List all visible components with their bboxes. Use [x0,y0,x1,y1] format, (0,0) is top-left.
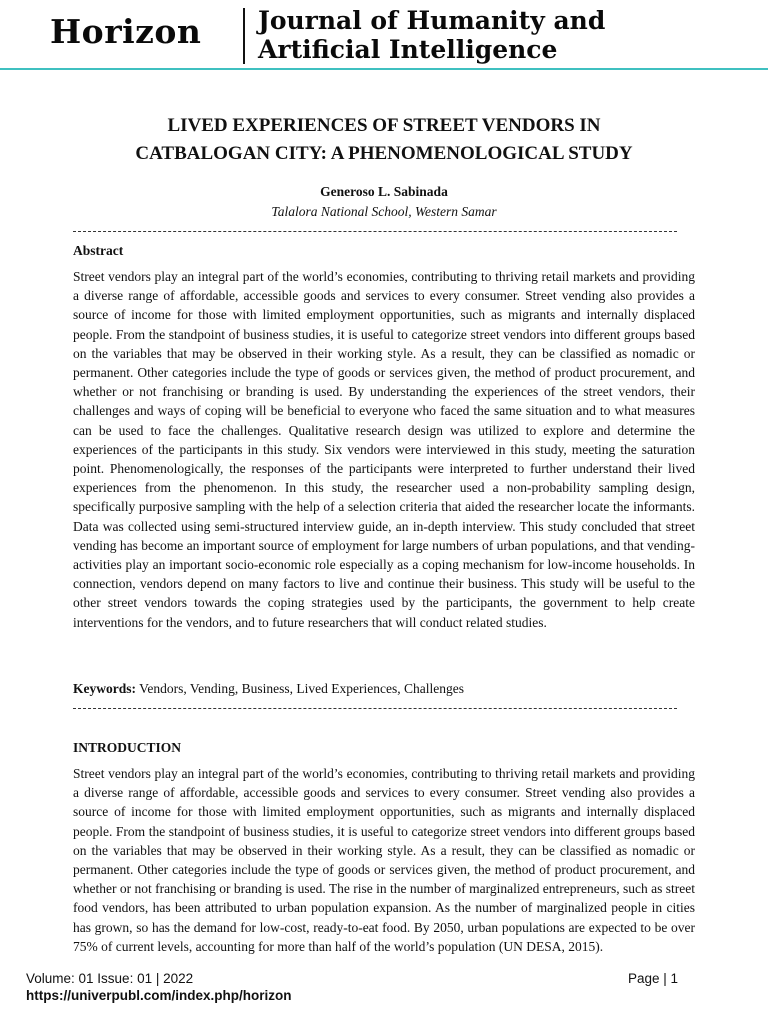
paper-title [60,112,708,168]
keywords-values: Vendors, Vending, Business, Lived Experiences, Challenges [139,681,464,696]
abstract-text: Street vendors play an integral part of the world’s economies, contributing to thriving retail markets and providing a diverse range of affordable, accessible goods and services to every consumer. Street vending also provides a source of income for those with limited employment opportunities, such as migrants and internally displaced people. From the standpoint of business studies, it is useful to categorize street vendors into different groups based on the variables that may be observed in their working style. As a result, they can be classified as nomadic or permanent. Other categories include the type of goods or services given, the method of product procurement, and whether or not franchising or branding is used. By understanding the experiences of the street vendors, their challenges and ways of coping will be beneficial to everyone who faced the same situation and to what measures can be used to face the challenges. Qualitative research design was utilized to explore and determine the experiences of the participants in this study. Six vendors were interviewed in this study, meeting the saturation point. Phenomenologically, the responses of the participants were interpreted to further understand their lived experiences from the phenomenon. In this study, the researcher used a non-probability sampling design, specifically purposive sampling with the help of a selection criteria that aided the researcher locate the informants. Data was collected using semi-structured interview guide, an in-depth interview. This study concluded that street vending has become an important source of employment for large numbers of urban populations, and that vending-activities play an important socio-economic role especially as a coping mechanism for low-income households. In connection, vendors depend on many factors to live and continue their business. This study will be useful to the other street vendors towards the coping strategies used by the participants, the government to help create interventions for the vendors, and to future researchers that will conduct related studies. [73,269,695,630]
footer-page-number: Page | 1 [627,971,678,986]
author-affiliation: Talalora National School, Western Samar [271,204,497,219]
introduction-text: Street vendors play an integral part of the world’s economies, contributing to thriving retail markets and providing a diverse range of affordable, accessible goods and services to every consumer. Street vending also provides a source of income for those with limited employment opportunities, such as migrants and internally displaced people. From the standpoint of business studies, it is useful to categorize street vendors into different groups based on the variables that may be observed in their working style. As a result, they can be classified as nomadic or permanent. Other categories include the type of goods or services given, the method of product procurement, and whether or not franchising or branding is used. The rise in the number of marginalized entrepreneurs, such as street food vendors, has been attributed to urban population expansion. As the number of marginalized people in cities has grown, so has the demand for low-cost, ready-to-eat food. By 2050, urban populations are expected to be over 75% of current levels, accounting for more than half of the world’s population (UN DESA, 2015). [73,766,695,954]
journal-name [258,6,758,64]
paper-title-line-1: LIVED EXPERIENCES OF STREET VENDORS IN [167,115,601,136]
introduction-heading: INTRODUCTION [73,740,182,755]
journal-name-line-2: Artificial Intelligence [258,35,558,64]
journal-masthead [0,0,768,70]
footer-volume: Volume: 01 Issue: 01 | 2022 [26,971,194,986]
page-footer [26,970,678,1004]
masthead-divider [243,8,245,64]
journal-name-line-1: Journal of Humanity and [258,6,606,35]
author-name: Generoso L. Sabinada [320,184,448,199]
keywords [73,681,464,697]
journal-brand: Horizon [50,12,202,51]
footer-journal-url[interactable]: https://univerpubl.com/index.php/horizon [26,988,292,1003]
abstract-heading: Abstract [73,243,124,258]
paper-title-line-2: CATBALOGAN CITY: A PHENOMENOLOGICAL STUDY [135,143,633,164]
divider-top [73,231,677,232]
divider-bottom [73,708,677,709]
keywords-label: Keywords: [73,681,136,696]
